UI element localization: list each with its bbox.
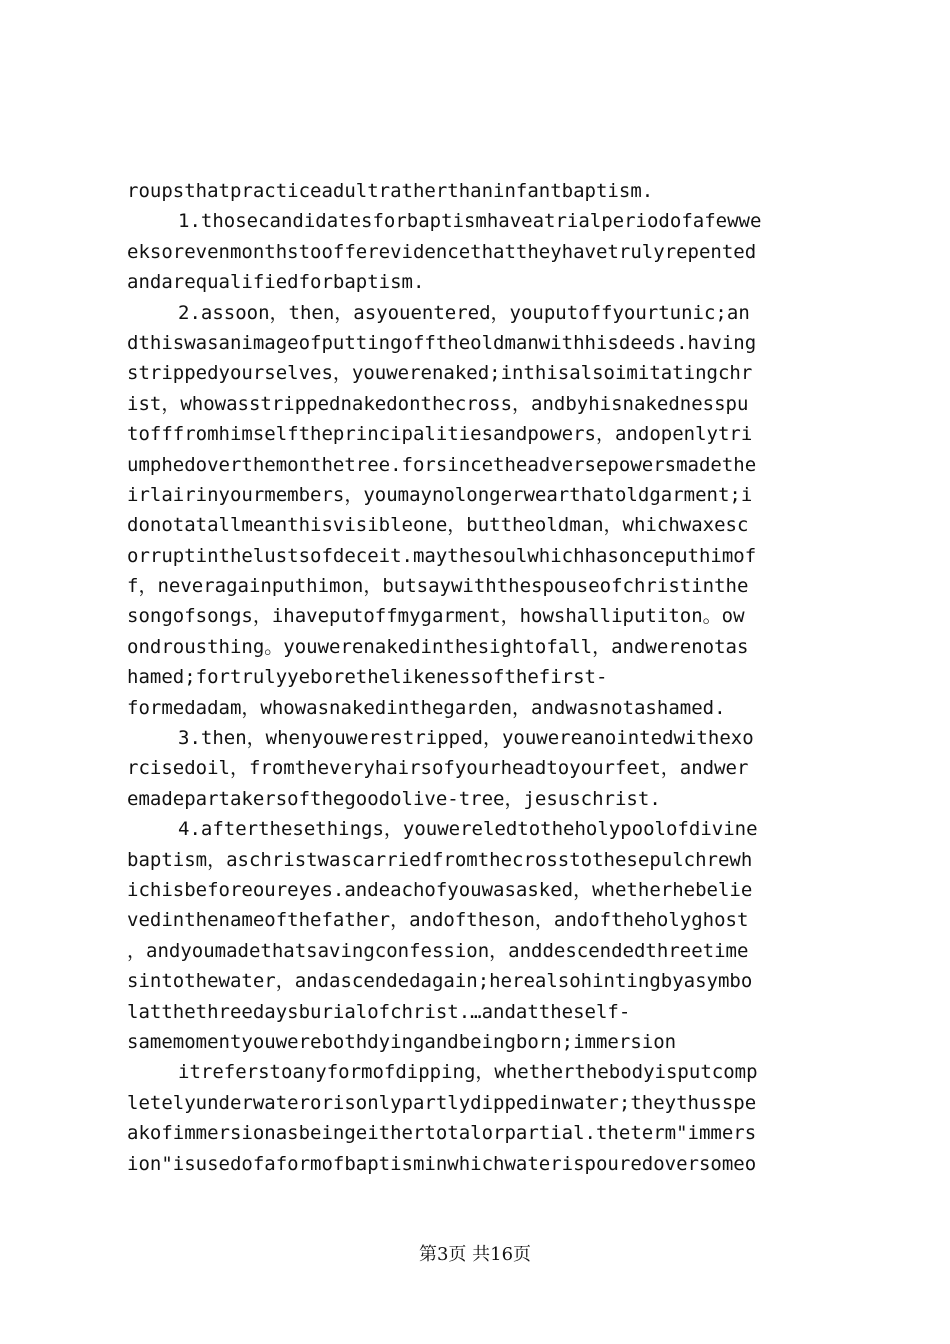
text-line: formedadam，whowasnakedinthegarden，andwasnotashamed.	[127, 696, 726, 719]
text-line: baptism，aschristwascarriedfromthecrosstothesepulchrewh	[127, 848, 753, 871]
text-line: 4.afterthesethings，youwereledtotheholypoolofdivine	[178, 818, 758, 841]
text-line: ondrousthing。youwerenakedinthesightofall，andwerenotas	[127, 635, 749, 658]
text-line: akofimmersionasbeingeithertotalorpartial.theterm"immers	[127, 1122, 757, 1145]
text-line: samemomentyouwerebothdyingandbeingborn;immersion	[127, 1030, 677, 1053]
text-line: ist，whowasstrippednakedonthecross，andbyhisnakednesspu	[127, 392, 749, 415]
text-line: irlairinyourmembers，youmaynolongerwearthatoldgarment;i	[127, 483, 753, 506]
text-line: umphedoverthemonthetree.forsincetheadversepowersmadethe	[127, 453, 757, 476]
text-line: emadepartakersofthegoodolive-tree，jesuschrist.	[127, 787, 661, 810]
text-line: strippedyourselves，youwerenaked;inthisalsoimitatingchr	[127, 362, 753, 385]
text-line: eksorevenmonthstoofferevidencethattheyhavetrulyrepented	[127, 240, 757, 263]
text-line: tofffromhimselftheprincipalitiesandpowers，andopenlytri	[127, 423, 753, 446]
text-line: songofsongs，ihaveputoffmygarment，howshalliputiton。ow	[127, 605, 745, 628]
text-line: dthiswasanimageofputtingofftheoldmanwithhisdeeds.having	[127, 331, 757, 354]
text-line: letelyunderwaterorisonlypartlydippedinwater;theythusspe	[127, 1091, 757, 1114]
text-line: f，neveragainputhimon，butsaywiththespouseofchristinthe	[127, 575, 749, 598]
text-line: roupsthatpracticeadultratherthaninfantbaptism.	[127, 180, 654, 202]
text-line: rcisedoil，fromtheveryhairsofyourheadtoyourfeet，andwer	[127, 757, 749, 780]
text-line: 1.thosecandidatesforbaptismhaveatrialperiodofafewwe	[178, 210, 762, 233]
text-line: donotatallmeanthisvisibleone，buttheoldman，whichwaxesc	[127, 514, 749, 537]
text-line: ion"isusedofaformofbaptisminwhichwaterispouredoversomeo	[127, 1152, 757, 1175]
text-line: andarequalifiedforbaptism.	[127, 271, 425, 294]
document-body	[127, 176, 833, 1179]
text-line: vedinthenameofthefather，andoftheson，andoftheholyghost	[127, 909, 749, 932]
text-line: 2.assoon，then，asyouentered，youputoffyourtunic;an	[178, 301, 750, 324]
text-line: latthethreedaysburialofchrist.…andattheself-	[127, 1000, 631, 1023]
page-number-footer: 第3页 共16页	[418, 1244, 532, 1265]
text-line: itreferstoanyformofdipping，whetherthebodyisputcomp	[178, 1061, 758, 1084]
text-line: 3.then，whenyouwerestripped，youwereanointedwithexo	[178, 727, 754, 750]
text-line: ，andyoumadethatsavingconfession，anddescendedthreetime	[127, 939, 749, 962]
text-line: orruptinthelustsofdeceit.maythesoulwhichhasonceputhimof	[127, 544, 757, 567]
text-line: ichisbeforeoureyes.andeachofyouwasasked，whetherhebelie	[127, 878, 753, 901]
text-line: hamed;fortrulyyeborethelikenessofthefirst-	[127, 666, 608, 689]
text-line: sintothewater，andascendedagain;herealsohintingbyasymbo	[127, 970, 753, 993]
